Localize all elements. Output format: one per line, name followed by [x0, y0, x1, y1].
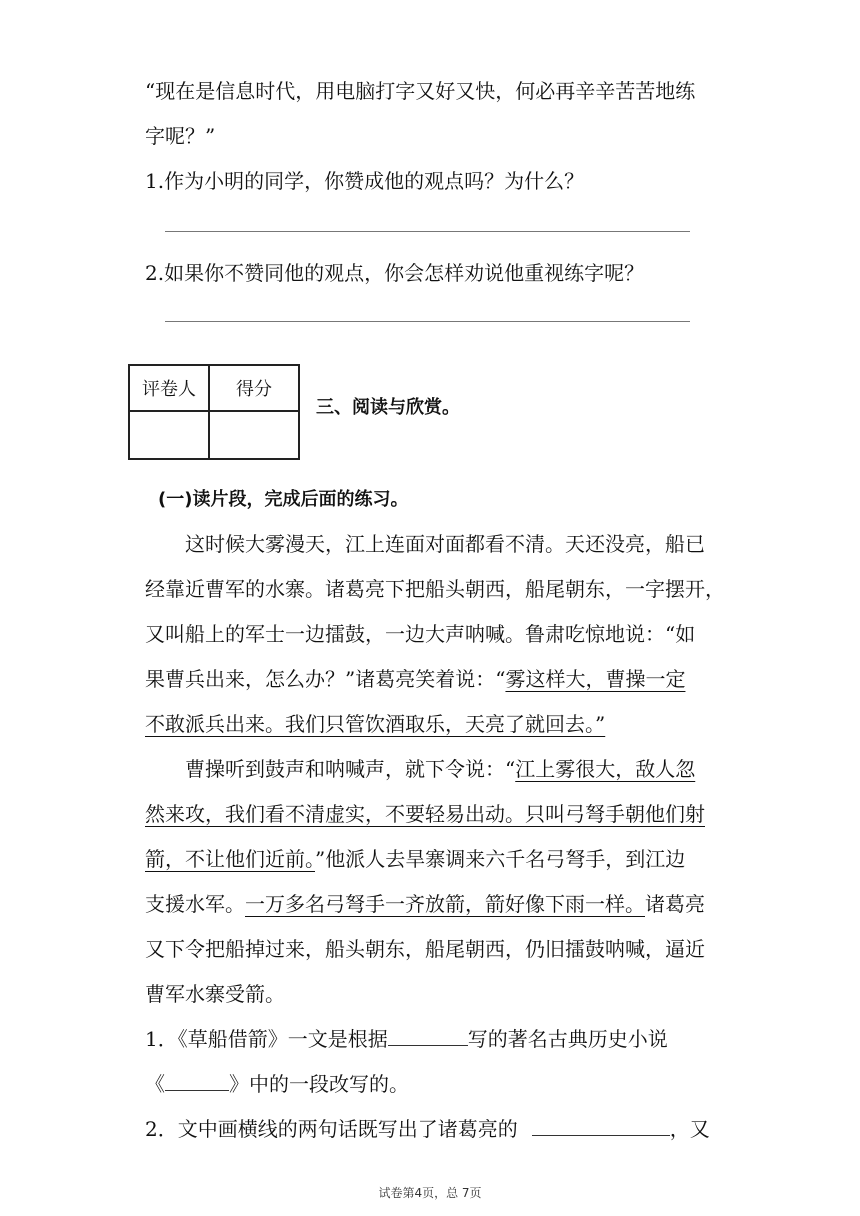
passage-line: 又下令把船掉过来，船头朝东，船尾朝西，仍旧擂鼓呐喊，逼近	[145, 937, 705, 961]
passage-line: 又叫船上的军士一边擂鼓，一边大声呐喊。鲁肃吃惊地说：“如	[145, 622, 696, 646]
underlined-sentence: 一万多名弓弩手一齐放箭，箭好像下雨一样。	[245, 892, 645, 916]
underlined-sentence: 不敢派兵出来。我们只管饮酒取乐，天亮了就回去。”	[145, 712, 606, 736]
question-2: 2.如果你不赞同他的观点，你会怎样劝说他重视练字呢？	[145, 261, 645, 285]
exercise-text: 2．文中画横线的两句话既写出了诸葛亮的	[145, 1117, 518, 1141]
intro-line-1: “现在是信息时代，用电脑打字又好又快，何必再辛辛苦苦地练	[145, 79, 696, 103]
passage-text: 诸葛亮	[645, 892, 705, 916]
passage-line	[145, 843, 685, 872]
passage-line: 曹军水寨受箭。	[145, 982, 285, 1006]
page-footer: 试卷第4页，总 7页	[378, 1186, 482, 1200]
exercise-text: 写的著名古典历史小说	[467, 1027, 668, 1051]
question-1: 1.作为小明的同学，你赞成他的观点吗？为什么？	[145, 169, 585, 193]
passage-line	[145, 708, 605, 737]
exercise-text: ，又	[669, 1117, 710, 1141]
exercise-1-cont	[145, 1068, 409, 1097]
passage-line	[185, 753, 695, 782]
passage-line: 这时候大雾漫天，江上连面对面都看不清。天还没亮，船已	[185, 532, 705, 556]
passage-line: 经靠近曹军的水寨。诸葛亮下把船头朝西，船尾朝东，一字摆开，	[145, 577, 725, 601]
reviewer-header: 评卷人	[130, 366, 210, 412]
exercise-text: 1．《草船借箭》一文是根据	[145, 1027, 388, 1051]
exercise-text: 《	[145, 1072, 165, 1096]
passage-text: 支援水军。	[145, 892, 245, 916]
passage-line	[145, 888, 705, 917]
passage-text: 果曹兵出来，怎么办？”诸葛亮笑着说：“	[145, 667, 506, 691]
answer-blank[interactable]	[532, 1117, 670, 1136]
passage-line	[145, 663, 685, 692]
sub-title: (一)读片段，完成后面的练习。	[158, 489, 409, 510]
score-table	[128, 364, 300, 460]
section-title: 三、阅读与欣赏。	[316, 397, 460, 418]
passage-text: 曹操听到鼓声和呐喊声，就下令说：“	[185, 757, 516, 781]
passage-text: ”他派人去旱寨调来六千名弓弩手，到江边	[315, 847, 686, 871]
score-cell[interactable]	[210, 412, 298, 458]
answer-line-1[interactable]	[165, 231, 690, 232]
passage-line	[145, 798, 705, 827]
underlined-sentence: 箭，不让他们近前。	[145, 847, 315, 871]
exercise-text: 》中的一段改写的。	[229, 1072, 409, 1096]
exercise-1	[145, 1023, 668, 1052]
score-header: 得分	[210, 366, 298, 412]
underlined-sentence: 江上雾很大，敌人忽	[515, 757, 696, 781]
answer-blank[interactable]	[165, 1072, 229, 1091]
underlined-sentence: 雾这样大，曹操一定	[505, 667, 686, 691]
answer-line-2[interactable]	[165, 321, 690, 322]
answer-blank[interactable]	[388, 1027, 468, 1046]
exercise-2	[145, 1113, 710, 1142]
intro-line-2: 字呢？”	[145, 124, 216, 148]
underlined-sentence: 然来攻，我们看不清虚实，不要轻易出动。只叫弓弩手朝他们射	[145, 802, 705, 826]
reviewer-cell[interactable]	[130, 412, 210, 458]
